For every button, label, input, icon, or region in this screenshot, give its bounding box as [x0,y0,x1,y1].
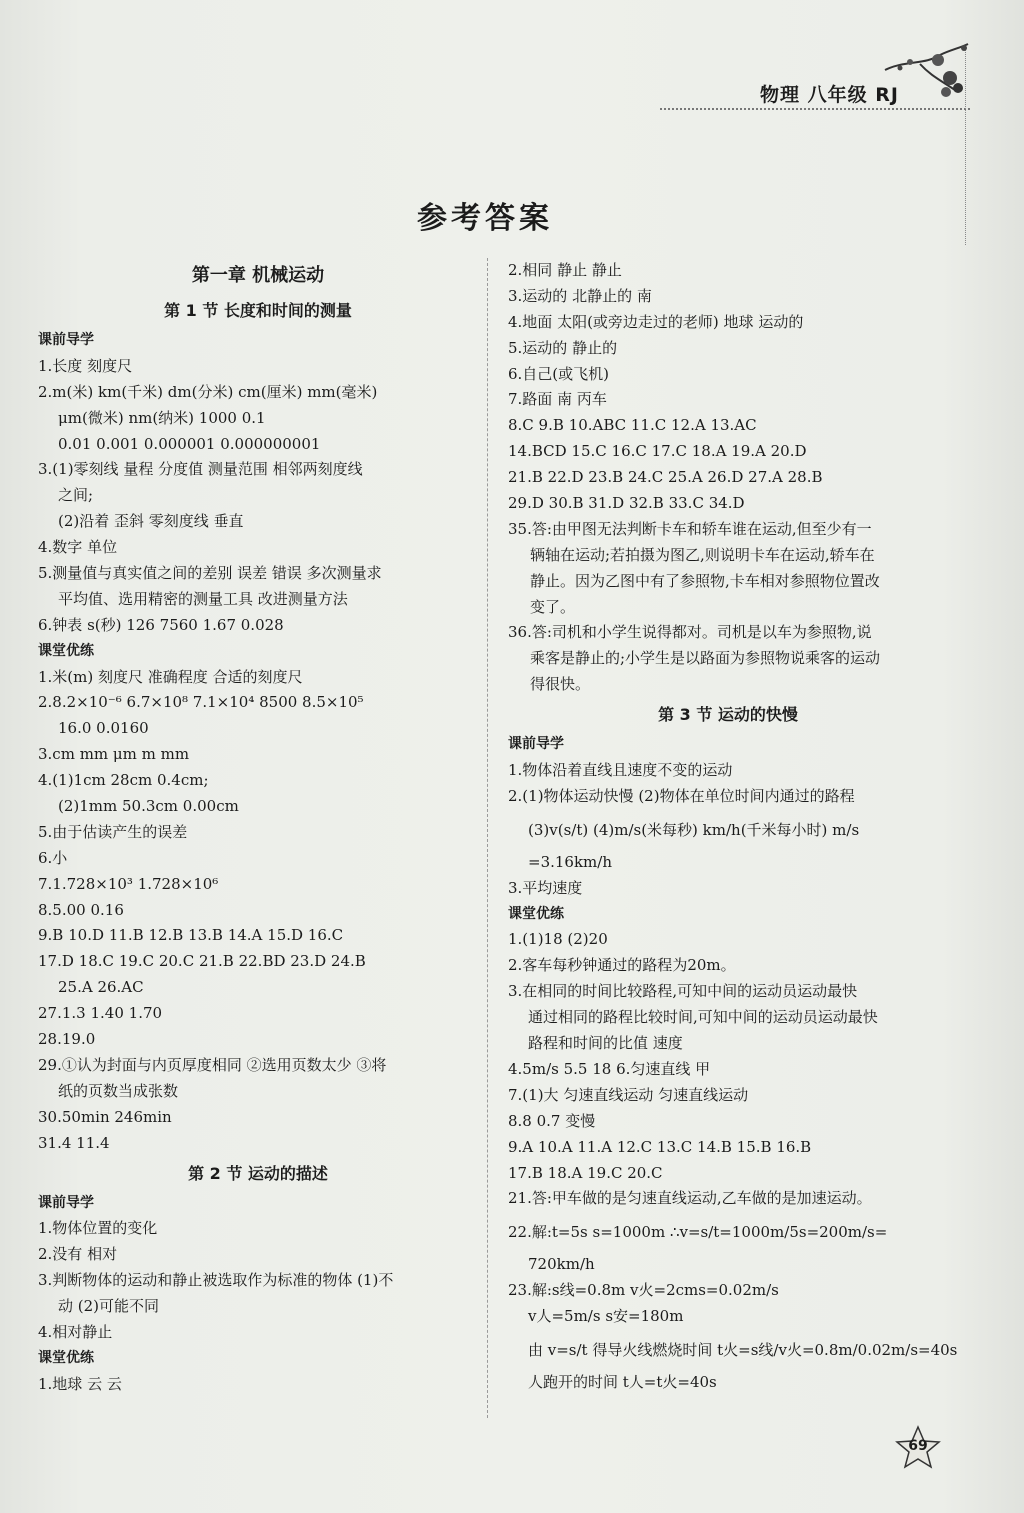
answer-line: 16.0 0.0160 [58,719,149,738]
answer-line: 乘客是静止的;小学生是以路面为参照物说乘客的运动 [530,649,881,668]
answer-line: 4.(1)1cm 28cm 0.4cm; [38,771,209,790]
subsection-heading: 课前导学 [508,736,564,753]
answer-line: 1.米(m) 刻度尺 准确程度 合适的刻度尺 [38,667,303,686]
answer-line: 1.物体位置的变化 [38,1219,158,1238]
answer-line: 9.A 10.A 11.A 12.C 13.C 14.B 15.B 16.B [508,1137,812,1156]
answer-line: 2.客车每秒钟通过的路程为20m。 [508,956,736,975]
answer-line: 25.A 26.AC [58,978,144,997]
answer-line: 720km/h [528,1255,595,1274]
page-number-badge [895,1425,941,1471]
answer-line: 6.钟表 s(秒) 126 7560 1.67 0.028 [38,615,284,634]
answer-line: 2.8.2×10⁻⁶ 6.7×10⁸ 7.1×10⁴ 8500 8.5×10⁵ [38,693,364,712]
chapter-heading: 第一章 机械运动 [191,265,325,286]
answer-line: 6.小 [38,848,68,867]
answer-line: 8.5.00 0.16 [38,900,124,919]
subsection-heading: 课堂优练 [508,905,564,922]
answer-line: v人=5m/s s安=180m [528,1307,684,1326]
subsection-heading: 课前导学 [38,332,94,348]
answer-line: 1.长度 刻度尺 [38,356,133,375]
answer-line: 纸的页数当成张数 [58,1081,179,1100]
answer-line: 3.(1)零刻线 量程 分度值 测量范围 相邻两刻度线 [38,460,363,479]
answer-line: μm(微米) nm(纳米) 1000 0.1 [58,408,266,427]
answer-line: 29.D 30.B 31.D 32.B 33.C 34.D [508,494,745,513]
page-number: 69 [908,1438,928,1454]
answer-line: 23.解:s线=0.8m v火=2cms=0.02m/s [508,1281,779,1300]
answer-line: 3.cm mm μm m mm [38,745,190,764]
answer-line: 3.在相同的时间比较路程,可知中间的运动员运动最快 [508,982,858,1001]
answer-line: 通过相同的路程比较时间,可知中间的运动员运动最快 [528,1008,878,1027]
answer-line: (3)v(s/t) (4)m/s(米每秒) km/h(千米每小时) m/s [528,820,860,839]
answer-line: (2)沿着 歪斜 零刻度线 垂直 [58,512,244,531]
answer-line: 14.BCD 15.C 16.C 17.C 18.A 19.A 20.D [508,442,807,461]
answer-line: 3.平均速度 [508,878,583,897]
header-title: 物理 八年级 RJ [760,84,899,106]
answer-line: 得很快。 [530,675,591,694]
answer-line: 4.数字 单位 [38,538,118,557]
answer-line: 之间; [58,486,94,505]
answer-line: 4.相对静止 [38,1322,113,1341]
subsection-heading: 课堂优练 [38,1349,94,1366]
subsection-heading: 课堂优练 [38,642,94,659]
section-heading: 第 3 节 运动的快慢 [658,705,798,725]
answer-line: 7.路面 南 丙车 [508,390,607,409]
answer-line: 由 v=s/t 得导火线燃烧时间 t火=s线/v火=0.8m/0.02m/s=40s [528,1340,958,1359]
subsection-heading: 课前导学 [38,1194,94,1211]
answer-line: 6.自己(或飞机) [508,364,610,383]
answer-line: 21.答:甲车做的是匀速直线运动,乙车做的是加速运动。 [508,1189,872,1208]
answer-line: 3.运动的 北静止的 南 [508,286,652,305]
answer-line: 17.D 18.C 19.C 20.C 21.B 22.BD 23.D 24.B [38,952,366,971]
answer-line: 30.50min 246min [38,1107,172,1126]
answer-line: 1.地球 云 云 [38,1374,122,1393]
answer-line: 2.没有 相对 [38,1245,118,1264]
answer-line: 路程和时间的比值 速度 [528,1034,683,1053]
left-column [38,258,478,1398]
answer-line: 2.相同 静止 静止 [508,261,622,279]
main-title: 参考答案 [417,201,553,236]
answer-line: 动 (2)可能不同 [58,1297,160,1316]
answer-line: 2.m(米) km(千米) dm(分米) cm(厘米) mm(毫米) [38,382,378,401]
answer-line: 28.19.0 [38,1030,96,1049]
answer-line: 21.B 22.D 23.B 24.C 25.A 26.D 27.A 28.B [508,468,823,487]
answer-line: 27.1.3 1.40 1.70 [38,1004,163,1023]
answer-line: 1.物体沿着直线且速度不变的运动 [508,761,733,780]
answer-line: 5.测量值与真实值之间的差别 误差 错误 多次测量求 [38,564,382,583]
answer-line: 36.答:司机和小学生说得都对。司机是以车为参照物,说 [508,623,872,642]
answer-line: 平均值、选用精密的测量工具 改进测量方法 [58,589,348,608]
column-divider [487,258,488,1418]
answer-line: 4.5m/s 5.5 18 6.匀速直线 甲 [508,1059,711,1078]
answer-line: 静止。因为乙图中有了参照物,卡车相对参照物位置改 [530,571,880,590]
answer-line: 29.①认为封面与内页厚度相同 ②选用页数太少 ③将 [38,1055,387,1074]
answer-line: 辆轴在运动;若拍摄为图乙,则说明卡车在运动,轿车在 [530,545,875,564]
answer-line: 1.(1)18 (2)20 [508,930,608,949]
answer-line: 5.由于估读产生的误差 [38,822,188,841]
plum-blossom-icon [880,40,970,110]
answer-line: 8.C 9.B 10.ABC 11.C 12.A 13.AC [508,416,757,435]
answer-line: 0.01 0.001 0.000001 0.000000001 [58,434,321,453]
answer-line: 35.答:由甲图无法判断卡车和轿车谁在运动,但至少有一 [508,519,872,538]
answer-line: 2.(1)物体运动快慢 (2)物体在单位时间内通过的路程 [508,786,855,805]
answer-line: 人跑开的时间 t人=t火=40s [528,1372,717,1391]
section-heading: 第 1 节 长度和时间的测量 [164,301,352,320]
answer-line: 17.B 18.A 19.C 20.C [508,1163,663,1182]
answer-line: (2)1mm 50.3cm 0.00cm [58,797,239,816]
answer-line: 31.4 11.4 [38,1133,110,1152]
answer-line: 7.1.728×10³ 1.728×10⁶ [38,874,219,893]
section-heading: 第 2 节 运动的描述 [188,1163,328,1183]
answer-line: 变了。 [530,597,576,616]
answer-line: =3.16km/h [528,852,612,871]
answer-line: 4.地面 太阳(或旁边走过的老师) 地球 运动的 [508,312,804,331]
answer-line: 22.解:t=5s s=1000m ∴v=s/t=1000m/5s=200m/s= [508,1223,888,1242]
answer-line: 7.(1)大 匀速直线运动 匀速直线运动 [508,1085,749,1104]
answer-line: 9.B 10.D 11.B 12.B 13.B 14.A 15.D 16.C [38,926,344,945]
answer-line: 8.8 0.7 变慢 [508,1111,596,1130]
right-column [508,258,958,1396]
answer-line: 3.判断物体的运动和静止被选取作为标准的物体 (1)不 [38,1271,394,1290]
answer-line: 5.运动的 静止的 [508,338,618,357]
